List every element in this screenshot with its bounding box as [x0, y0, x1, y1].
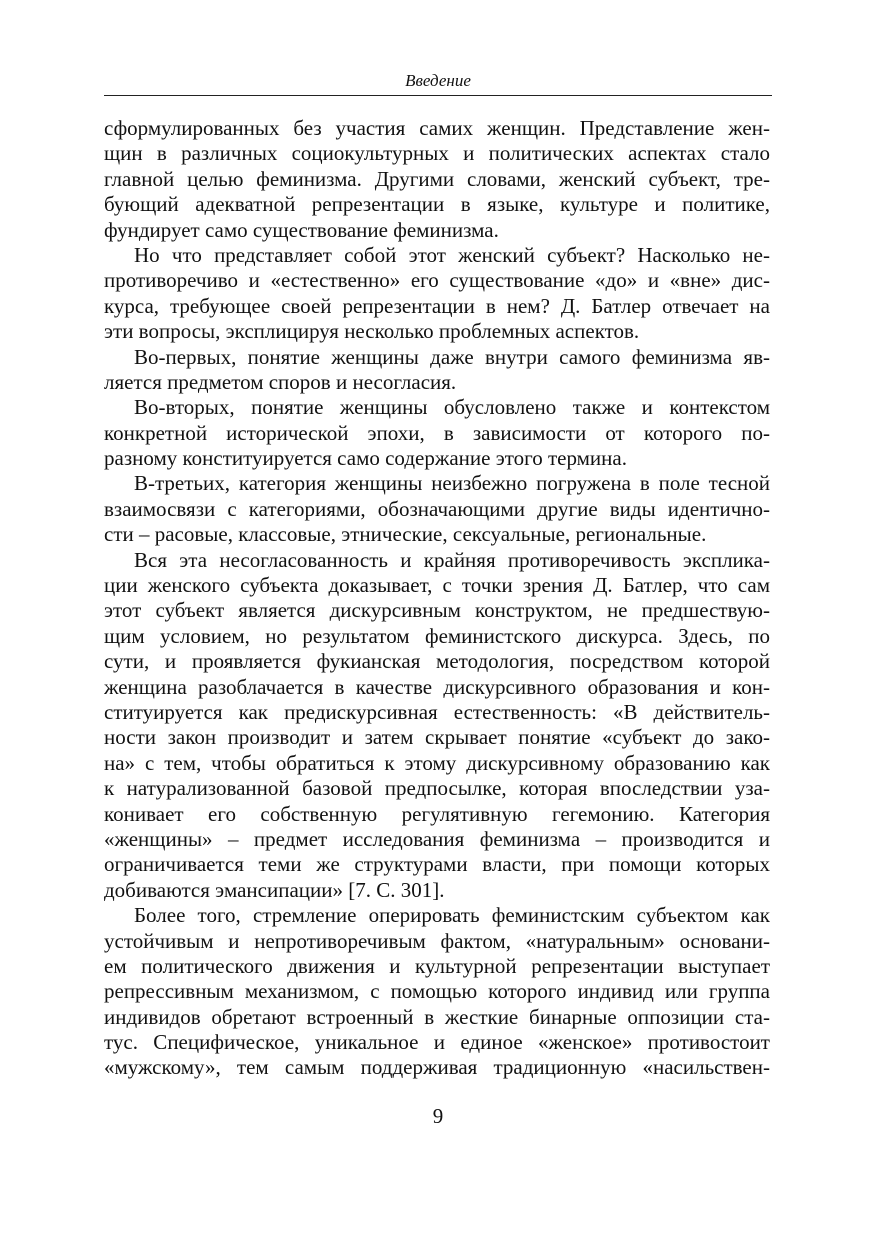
paragraph [104, 548, 770, 903]
text-line: бующий адекватной репрезентации в языке, культуре и политике, [104, 192, 770, 217]
text-line: ем политического движения и культурной репрезентации выступает [104, 953, 770, 978]
text-line: к натурализованной базовой предпосылке, которая впоследствии уза- [104, 776, 770, 801]
text-line: сформулированных без участия самих женщин. Представление жен- [104, 116, 770, 140]
text-line: ции женского субъекта доказывает, с точки зрения Д. Батлер, что сам [104, 573, 770, 598]
text-line: противоречиво и «естественно» его существование «до» и «вне» дис- [104, 268, 770, 293]
paragraph [104, 243, 770, 345]
text-line: ограничивается теми же структурами власти, при помощи которых [104, 852, 770, 877]
text-line: главной целью феминизма. Другими словами, женский субъект, тре- [104, 166, 770, 191]
text-line: Во-вторых, понятие женщины обусловлено также и контекстом [134, 395, 770, 420]
text-line: ности закон производит и затем скрывает понятие «субъект до зако- [104, 725, 770, 750]
text-line: ляется предметом споров и несогласия. [104, 369, 457, 394]
text-line: щин в различных социокультурных и политических аспектах стало [104, 141, 770, 166]
text-line: этот субъект является дискурсивным конструктом, не предшествую- [104, 598, 770, 623]
text-line: тус. Специфическое, уникальное и единое «женское» противостоит [104, 1030, 770, 1055]
paragraph [104, 903, 770, 1081]
running-header: Введение [104, 70, 772, 96]
text-line: на» с тем, чтобы обратиться к этому дискурсивному образованию как [104, 750, 770, 775]
text-line: Но что представляет собой этот женский субъект? Насколько не- [134, 242, 770, 267]
text-line: Более того, стремление оперировать феминистским субъектом как [134, 903, 770, 928]
text-line: добиваются эмансипации» [7. С. 301]. [104, 877, 445, 902]
text-line: разному конституируется само содержание этого термина. [104, 446, 627, 471]
text-line: курса, требующее своей репрезентации в нем? Д. Батлер отвечает на [104, 293, 770, 318]
text-line: конкретной исторической эпохи, в зависимости от которого по- [104, 420, 770, 445]
text-line: «мужскому», тем самым поддерживая традиционную «насильствен- [104, 1055, 770, 1080]
text-line: «женщины» – предмет исследования феминизма – производится и [104, 826, 770, 851]
text-line: конивает его собственную регулятивную гегемонию. Категория [104, 801, 770, 826]
text-line: щим условием, но результатом феминистского дискурса. Здесь, по [104, 623, 770, 648]
text-line: В-третьих, категория женщины неизбежно погружена в поле тесной [134, 471, 770, 496]
text-line: индивидов обретают встроенный в жесткие бинарные оппозиции ста- [104, 1004, 770, 1029]
text-line: Вся эта несогласованность и крайняя противоречивость эксплика- [134, 547, 770, 572]
page-number: 9 [432, 1104, 444, 1128]
text-line: Во-первых, понятие женщины даже внутри самого феминизма яв- [134, 344, 770, 369]
text-line: ституируется как предискурсивная естественность: «В действитель- [104, 699, 770, 724]
paragraph [104, 471, 770, 547]
text-line: сути, и проявляется фукианская методология, посредством которой [104, 649, 770, 674]
paragraph [104, 395, 770, 471]
body-text [104, 116, 770, 1081]
text-line: сти – расовые, классовые, этнические, сексуальные, региональные. [104, 522, 707, 547]
paragraph [104, 116, 770, 243]
text-line: фундирует само существование феминизма. [104, 217, 499, 242]
text-line: репрессивным механизмом, с помощью которого индивид или группа [104, 979, 770, 1004]
text-line: эти вопросы, эксплицируя несколько проблемных аспектов. [104, 319, 640, 344]
text-line: женщина разоблачается в качестве дискурсивного образования и кон- [104, 674, 770, 699]
text-line: взаимосвязи с категориями, обозначающими другие виды идентично- [104, 496, 770, 521]
paragraph [104, 345, 770, 396]
text-line: устойчивым и непротиворечивым фактом, «натуральным» основани- [104, 928, 770, 953]
